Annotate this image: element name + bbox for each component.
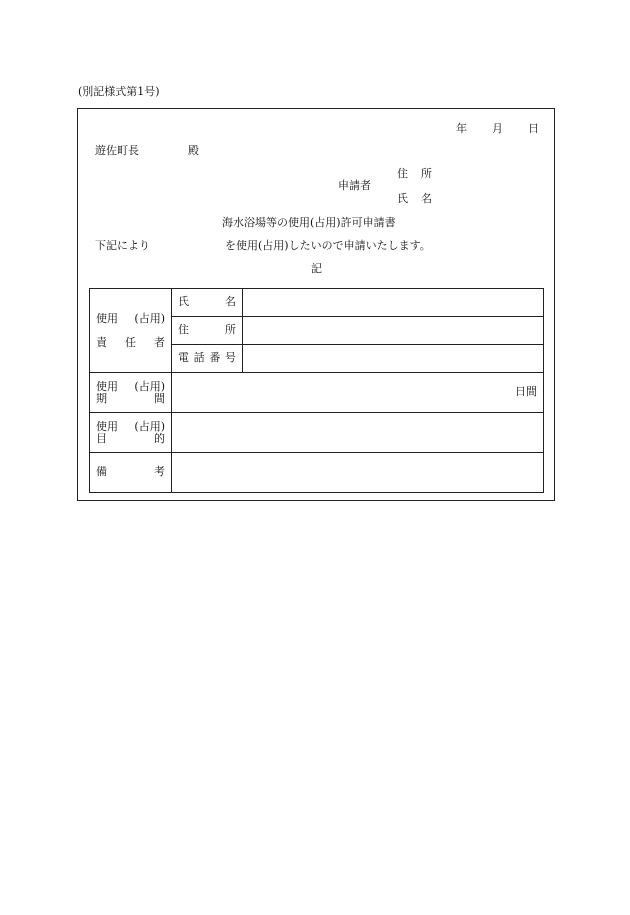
remarks-label: 備 考 (90, 453, 172, 493)
responsible-phone-label: 電 話 番 号 (172, 345, 243, 373)
responsible-person-label: 使用 (占用) 責 任 者 (90, 289, 172, 373)
applicant-label: 申請者 (338, 179, 371, 192)
date-day-label: 日 (528, 122, 539, 135)
applicant-address-char-2: 所 (421, 167, 432, 180)
date-year-label: 年 (456, 122, 467, 135)
body-prefix: 下記により (95, 239, 150, 252)
addressee-honorific: 殿 (188, 144, 199, 157)
applicant-name-char-2: 名 (421, 192, 432, 205)
document-title: 海水浴場等の使用(占用)許可申請書 (222, 216, 396, 229)
remarks-field[interactable] (172, 453, 544, 493)
form-code: (別記様式第1号) (78, 85, 160, 98)
addressee-title: 遊佐町長 (95, 144, 139, 157)
usage-period-label: 使用 (占用) 期 間 (90, 373, 172, 413)
responsible-address-field[interactable] (243, 317, 544, 345)
usage-purpose-label: 使用 (占用) 目 的 (90, 413, 172, 453)
period-unit-label: 日間 (515, 385, 537, 399)
usage-purpose-field[interactable] (172, 413, 544, 453)
applicant-name-char-1: 氏 (397, 192, 408, 205)
detail-table (89, 288, 544, 493)
date-month-label: 月 (492, 122, 503, 135)
body-suffix: を使用(占用)したいので申請いたします。 (225, 239, 431, 252)
applicant-address-char-1: 住 (397, 167, 408, 180)
responsible-phone-field[interactable] (243, 345, 544, 373)
responsible-name-field[interactable] (243, 289, 544, 317)
responsible-name-label: 氏 名 (172, 289, 243, 317)
responsible-address-label: 住 所 (172, 317, 243, 345)
ki-label: 記 (311, 262, 322, 275)
usage-period-field[interactable] (172, 373, 544, 413)
